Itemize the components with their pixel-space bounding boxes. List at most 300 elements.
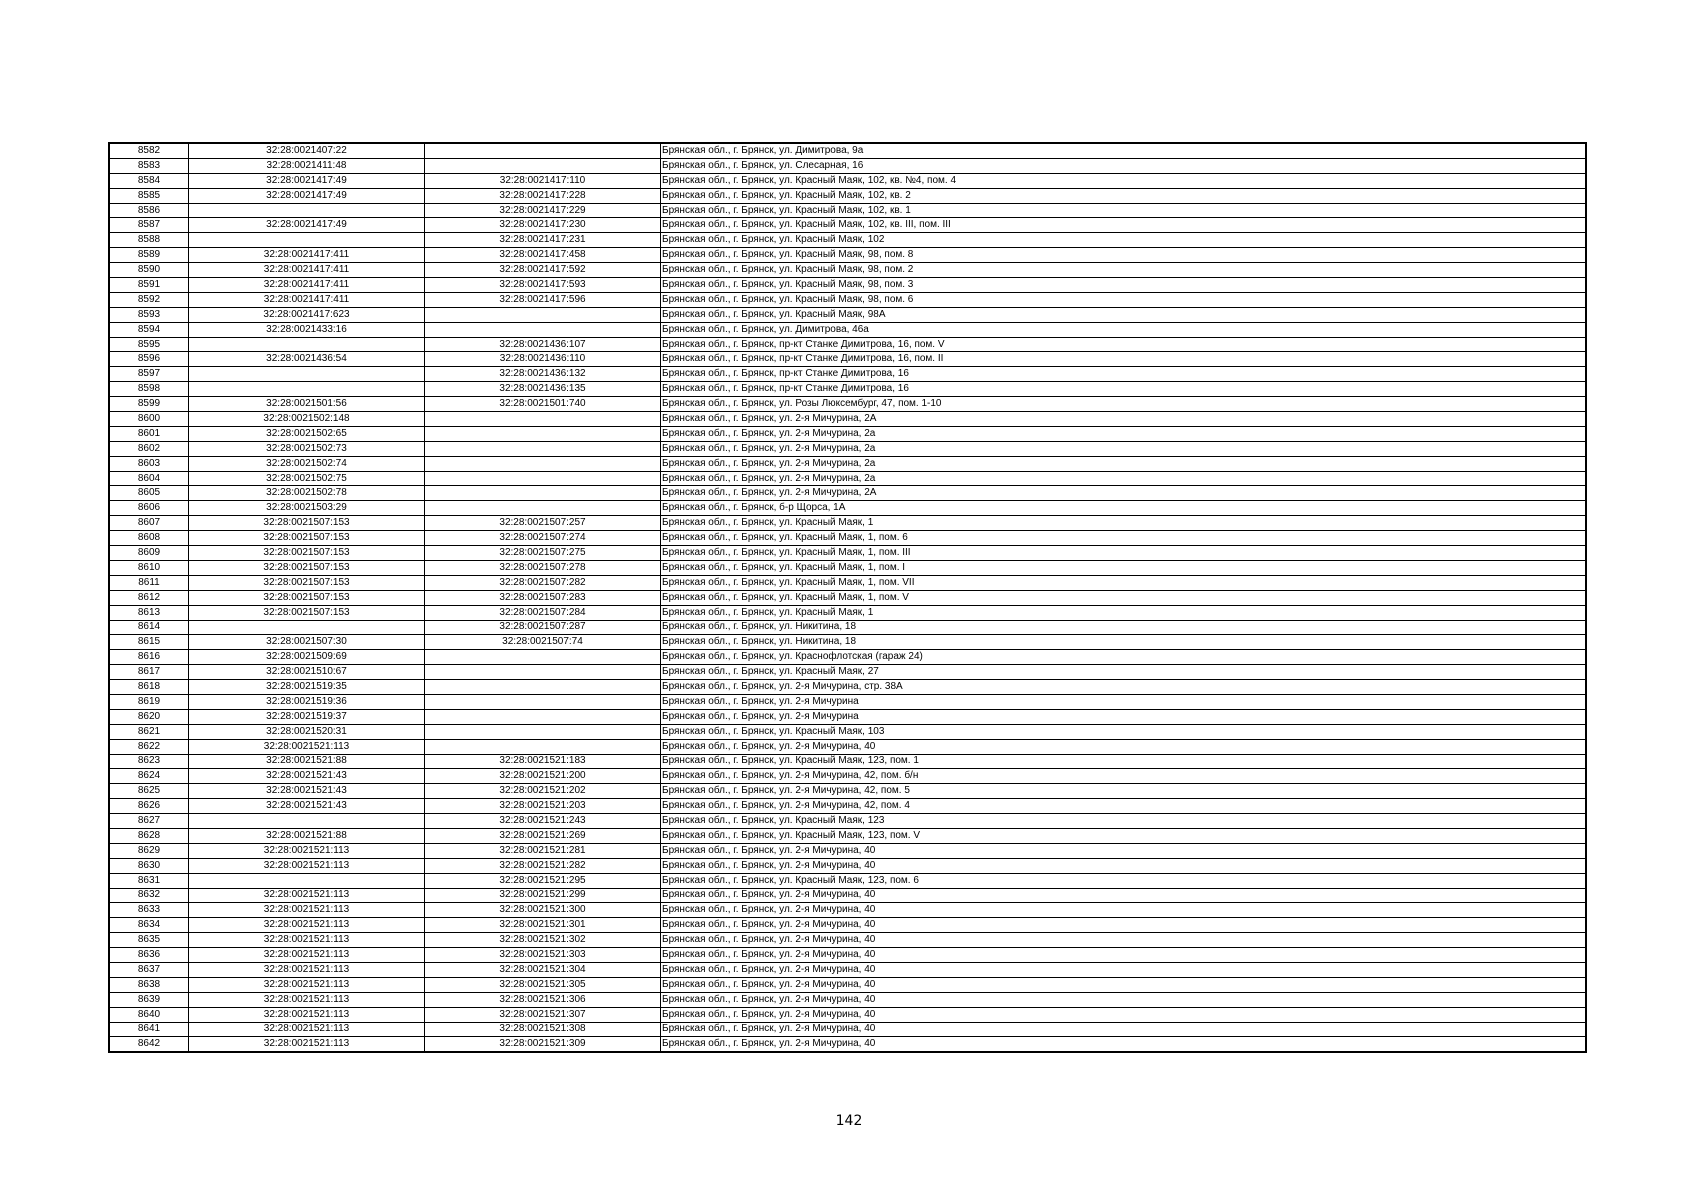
land-plot-cadastral-cell: 32:28:0021521:113 <box>189 903 425 918</box>
land-plot-cadastral-cell: 32:28:0021507:153 <box>189 575 425 590</box>
land-plot-cadastral-cell: 32:28:0021521:113 <box>189 1007 425 1022</box>
registry-table <box>109 143 1586 1052</box>
table-row <box>110 1037 1586 1052</box>
address-cell: Брянская обл., г. Брянск, ул. 2-я Мичурина, 2а <box>661 426 1586 441</box>
address-cell: Брянская обл., г. Брянск, ул. 2-я Мичурина, 2а <box>661 471 1586 486</box>
address-cell: Брянская обл., г. Брянск, ул. 2-я Мичурина, стр. 38А <box>661 680 1586 695</box>
table-row <box>110 233 1586 248</box>
row-number-cell: 8626 <box>110 799 189 814</box>
row-number-cell: 8599 <box>110 397 189 412</box>
object-cadastral-cell: 32:28:0021507:287 <box>425 620 661 635</box>
row-number-cell: 8606 <box>110 501 189 516</box>
row-number-cell: 8607 <box>110 516 189 531</box>
address-cell: Брянская обл., г. Брянск, ул. Красный Маяк, 1, пом. I <box>661 560 1586 575</box>
table-row <box>110 620 1586 635</box>
row-number-cell: 8601 <box>110 426 189 441</box>
land-plot-cadastral-cell: 32:28:0021521:113 <box>189 739 425 754</box>
table-row <box>110 516 1586 531</box>
address-cell: Брянская обл., г. Брянск, ул. 2-я Мичурина <box>661 694 1586 709</box>
row-number-cell: 8586 <box>110 203 189 218</box>
address-cell: Брянская обл., г. Брянск, ул. 2-я Мичурина, 40 <box>661 739 1586 754</box>
object-cadastral-cell: 32:28:0021521:306 <box>425 992 661 1007</box>
land-plot-cadastral-cell: 32:28:0021417:49 <box>189 188 425 203</box>
land-plot-cadastral-cell <box>189 233 425 248</box>
row-number-cell: 8621 <box>110 724 189 739</box>
address-cell: Брянская обл., г. Брянск, ул. Красный Маяк, 1 <box>661 516 1586 531</box>
address-cell: Брянская обл., г. Брянск, ул. 2-я Мичурина, 2а <box>661 441 1586 456</box>
table-row <box>110 337 1586 352</box>
table-row <box>110 560 1586 575</box>
address-cell: Брянская обл., г. Брянск, ул. 2-я Мичурина, 40 <box>661 858 1586 873</box>
row-number-cell: 8585 <box>110 188 189 203</box>
land-plot-cadastral-cell: 32:28:0021521:113 <box>189 933 425 948</box>
table-row <box>110 948 1586 963</box>
address-cell: Брянская обл., г. Брянск, ул. 2-я Мичурина, 40 <box>661 1037 1586 1052</box>
row-number-cell: 8609 <box>110 546 189 561</box>
object-cadastral-cell <box>425 412 661 427</box>
address-cell: Брянская обл., г. Брянск, ул. 2-я Мичурина, 40 <box>661 977 1586 992</box>
address-cell: Брянская обл., г. Брянск, пр-кт Станке Димитрова, 16 <box>661 382 1586 397</box>
address-cell: Брянская обл., г. Брянск, ул. Краснофлотская (гараж 24) <box>661 650 1586 665</box>
object-cadastral-cell <box>425 665 661 680</box>
table-row <box>110 888 1586 903</box>
address-cell: Брянская обл., г. Брянск, ул. Красный Маяк, 123, пом. 6 <box>661 873 1586 888</box>
address-cell: Брянская обл., г. Брянск, ул. Красный Маяк, 27 <box>661 665 1586 680</box>
land-plot-cadastral-cell: 32:28:0021411:48 <box>189 158 425 173</box>
row-number-cell: 8582 <box>110 144 189 159</box>
land-plot-cadastral-cell <box>189 620 425 635</box>
table-row <box>110 248 1586 263</box>
land-plot-cadastral-cell: 32:28:0021417:411 <box>189 278 425 293</box>
address-cell: Брянская обл., г. Брянск, ул. 2-я Мичурина, 40 <box>661 1022 1586 1037</box>
table-row <box>110 754 1586 769</box>
row-number-cell: 8612 <box>110 590 189 605</box>
address-cell: Брянская обл., г. Брянск, ул. Красный Маяк, 123 <box>661 814 1586 829</box>
row-number-cell: 8620 <box>110 709 189 724</box>
land-plot-cadastral-cell: 32:28:0021502:74 <box>189 456 425 471</box>
table-row <box>110 158 1586 173</box>
land-plot-cadastral-cell: 32:28:0021521:113 <box>189 977 425 992</box>
table-row <box>110 799 1586 814</box>
land-plot-cadastral-cell: 32:28:0021407:22 <box>189 144 425 159</box>
object-cadastral-cell: 32:28:0021507:257 <box>425 516 661 531</box>
address-cell: Брянская обл., г. Брянск, ул. Красный Маяк, 123, пом. V <box>661 828 1586 843</box>
address-cell: Брянская обл., г. Брянск, ул. Красный Маяк, 103 <box>661 724 1586 739</box>
land-plot-cadastral-cell: 32:28:0021519:37 <box>189 709 425 724</box>
land-plot-cadastral-cell: 32:28:0021417:411 <box>189 248 425 263</box>
table-row <box>110 263 1586 278</box>
object-cadastral-cell: 32:28:0021417:231 <box>425 233 661 248</box>
row-number-cell: 8602 <box>110 441 189 456</box>
object-cadastral-cell <box>425 650 661 665</box>
table-row <box>110 680 1586 695</box>
address-cell: Брянская обл., г. Брянск, ул. Красный Маяк, 1, пом. III <box>661 546 1586 561</box>
address-cell: Брянская обл., г. Брянск, ул. Красный Маяк, 98А <box>661 307 1586 322</box>
address-cell: Брянская обл., г. Брянск, ул. 2-я Мичурина, 40 <box>661 962 1586 977</box>
object-cadastral-cell <box>425 456 661 471</box>
land-plot-cadastral-cell: 32:28:0021501:56 <box>189 397 425 412</box>
object-cadastral-cell: 32:28:0021521:304 <box>425 962 661 977</box>
row-number-cell: 8642 <box>110 1037 189 1052</box>
table-row <box>110 486 1586 501</box>
table-row <box>110 694 1586 709</box>
address-cell: Брянская обл., г. Брянск, пр-кт Станке Димитрова, 16, пом. II <box>661 352 1586 367</box>
table-row <box>110 1022 1586 1037</box>
address-cell: Брянская обл., г. Брянск, ул. Красный Маяк, 1 <box>661 605 1586 620</box>
object-cadastral-cell <box>425 724 661 739</box>
object-cadastral-cell: 32:28:0021436:107 <box>425 337 661 352</box>
address-cell: Брянская обл., г. Брянск, ул. Слесарная, 16 <box>661 158 1586 173</box>
object-cadastral-cell: 32:28:0021521:307 <box>425 1007 661 1022</box>
object-cadastral-cell: 32:28:0021507:283 <box>425 590 661 605</box>
object-cadastral-cell: 32:28:0021417:593 <box>425 278 661 293</box>
address-cell: Брянская обл., г. Брянск, ул. 2-я Мичурина, 40 <box>661 918 1586 933</box>
table-row <box>110 590 1586 605</box>
land-plot-cadastral-cell: 32:28:0021521:113 <box>189 948 425 963</box>
object-cadastral-cell: 32:28:0021521:300 <box>425 903 661 918</box>
land-plot-cadastral-cell: 32:28:0021417:411 <box>189 263 425 278</box>
table-row <box>110 1007 1586 1022</box>
table-row <box>110 665 1586 680</box>
table-row <box>110 278 1586 293</box>
address-cell: Брянская обл., г. Брянск, пр-кт Станке Димитрова, 16, пом. V <box>661 337 1586 352</box>
row-number-cell: 8605 <box>110 486 189 501</box>
table-row <box>110 814 1586 829</box>
row-number-cell: 8610 <box>110 560 189 575</box>
land-plot-cadastral-cell: 32:28:0021433:16 <box>189 322 425 337</box>
land-plot-cadastral-cell: 32:28:0021417:49 <box>189 173 425 188</box>
land-plot-cadastral-cell: 32:28:0021521:113 <box>189 858 425 873</box>
table-row <box>110 605 1586 620</box>
address-cell: Брянская обл., г. Брянск, ул. Красный Маяк, 102, кв. 2 <box>661 188 1586 203</box>
address-cell: Брянская обл., г. Брянск, ул. 2-я Мичурина, 2А <box>661 486 1586 501</box>
land-plot-cadastral-cell <box>189 367 425 382</box>
object-cadastral-cell: 32:28:0021501:740 <box>425 397 661 412</box>
row-number-cell: 8608 <box>110 531 189 546</box>
row-number-cell: 8633 <box>110 903 189 918</box>
row-number-cell: 8619 <box>110 694 189 709</box>
object-cadastral-cell: 32:28:0021521:202 <box>425 784 661 799</box>
object-cadastral-cell: 32:28:0021436:132 <box>425 367 661 382</box>
land-plot-cadastral-cell: 32:28:0021417:623 <box>189 307 425 322</box>
object-cadastral-cell <box>425 680 661 695</box>
address-cell: Брянская обл., г. Брянск, ул. 2-я Мичурина, 40 <box>661 933 1586 948</box>
table-row <box>110 739 1586 754</box>
row-number-cell: 8625 <box>110 784 189 799</box>
land-plot-cadastral-cell: 32:28:0021521:113 <box>189 843 425 858</box>
object-cadastral-cell: 32:28:0021521:203 <box>425 799 661 814</box>
table-row <box>110 501 1586 516</box>
row-number-cell: 8618 <box>110 680 189 695</box>
row-number-cell: 8634 <box>110 918 189 933</box>
address-cell: Брянская обл., г. Брянск, ул. 2-я Мичурина, 40 <box>661 888 1586 903</box>
row-number-cell: 8597 <box>110 367 189 382</box>
row-number-cell: 8638 <box>110 977 189 992</box>
table-row <box>110 412 1586 427</box>
land-plot-cadastral-cell: 32:28:0021521:113 <box>189 962 425 977</box>
table-row <box>110 709 1586 724</box>
object-cadastral-cell: 32:28:0021521:243 <box>425 814 661 829</box>
land-plot-cadastral-cell: 32:28:0021521:113 <box>189 992 425 1007</box>
object-cadastral-cell: 32:28:0021507:282 <box>425 575 661 590</box>
table-row <box>110 441 1586 456</box>
land-plot-cadastral-cell: 32:28:0021507:153 <box>189 546 425 561</box>
object-cadastral-cell: 32:28:0021521:309 <box>425 1037 661 1052</box>
land-plot-cadastral-cell: 32:28:0021502:75 <box>189 471 425 486</box>
object-cadastral-cell: 32:28:0021521:200 <box>425 769 661 784</box>
land-plot-cadastral-cell: 32:28:0021417:49 <box>189 218 425 233</box>
object-cadastral-cell: 32:28:0021417:458 <box>425 248 661 263</box>
row-number-cell: 8587 <box>110 218 189 233</box>
table-row <box>110 352 1586 367</box>
row-number-cell: 8636 <box>110 948 189 963</box>
table-row <box>110 397 1586 412</box>
object-cadastral-cell: 32:28:0021417:596 <box>425 292 661 307</box>
row-number-cell: 8596 <box>110 352 189 367</box>
object-cadastral-cell <box>425 158 661 173</box>
row-number-cell: 8590 <box>110 263 189 278</box>
land-plot-cadastral-cell: 32:28:0021507:153 <box>189 531 425 546</box>
object-cadastral-cell: 32:28:0021417:592 <box>425 263 661 278</box>
address-cell: Брянская обл., г. Брянск, ул. 2-я Мичурина, 40 <box>661 948 1586 963</box>
row-number-cell: 8603 <box>110 456 189 471</box>
address-cell: Брянская обл., г. Брянск, ул. 2-я Мичурина, 2а <box>661 456 1586 471</box>
table-row <box>110 322 1586 337</box>
object-cadastral-cell: 32:28:0021521:303 <box>425 948 661 963</box>
address-cell: Брянская обл., г. Брянск, ул. 2-я Мичурина, 42, пом. б/н <box>661 769 1586 784</box>
row-number-cell: 8591 <box>110 278 189 293</box>
address-cell: Брянская обл., г. Брянск, ул. 2-я Мичурина, 42, пом. 4 <box>661 799 1586 814</box>
object-cadastral-cell: 32:28:0021521:295 <box>425 873 661 888</box>
object-cadastral-cell: 32:28:0021507:278 <box>425 560 661 575</box>
address-cell: Брянская обл., г. Брянск, ул. 2-я Мичурина, 40 <box>661 1007 1586 1022</box>
land-plot-cadastral-cell: 32:28:0021521:88 <box>189 828 425 843</box>
land-plot-cadastral-cell: 32:28:0021507:153 <box>189 560 425 575</box>
address-cell: Брянская обл., г. Брянск, ул. Красный Маяк, 123, пом. 1 <box>661 754 1586 769</box>
row-number-cell: 8641 <box>110 1022 189 1037</box>
row-number-cell: 8640 <box>110 1007 189 1022</box>
table-row <box>110 531 1586 546</box>
row-number-cell: 8627 <box>110 814 189 829</box>
row-number-cell: 8600 <box>110 412 189 427</box>
object-cadastral-cell: 32:28:0021521:299 <box>425 888 661 903</box>
address-cell: Брянская обл., г. Брянск, ул. Димитрова, 9а <box>661 144 1586 159</box>
land-plot-cadastral-cell: 32:28:0021502:65 <box>189 426 425 441</box>
address-cell: Брянская обл., г. Брянск, ул. Никитина, 18 <box>661 635 1586 650</box>
land-plot-cadastral-cell: 32:28:0021519:35 <box>189 680 425 695</box>
address-cell: Брянская обл., г. Брянск, ул. Красный Маяк, 1, пом. V <box>661 590 1586 605</box>
object-cadastral-cell <box>425 486 661 501</box>
address-cell: Брянская обл., г. Брянск, ул. Красный Маяк, 1, пом. 6 <box>661 531 1586 546</box>
object-cadastral-cell: 32:28:0021521:301 <box>425 918 661 933</box>
row-number-cell: 8632 <box>110 888 189 903</box>
row-number-cell: 8617 <box>110 665 189 680</box>
object-cadastral-cell: 32:28:0021521:302 <box>425 933 661 948</box>
land-plot-cadastral-cell: 32:28:0021503:29 <box>189 501 425 516</box>
object-cadastral-cell: 32:28:0021521:282 <box>425 858 661 873</box>
table-row <box>110 292 1586 307</box>
table-row <box>110 382 1586 397</box>
table-row <box>110 918 1586 933</box>
object-cadastral-cell <box>425 426 661 441</box>
row-number-cell: 8598 <box>110 382 189 397</box>
table-row <box>110 456 1586 471</box>
object-cadastral-cell: 32:28:0021521:183 <box>425 754 661 769</box>
land-plot-cadastral-cell: 32:28:0021521:113 <box>189 1037 425 1052</box>
land-plot-cadastral-cell: 32:28:0021510:67 <box>189 665 425 680</box>
object-cadastral-cell: 32:28:0021521:269 <box>425 828 661 843</box>
table-row <box>110 769 1586 784</box>
object-cadastral-cell: 32:28:0021521:281 <box>425 843 661 858</box>
row-number-cell: 8630 <box>110 858 189 873</box>
address-cell: Брянская обл., г. Брянск, ул. Красный Маяк, 102, кв. III, пом. III <box>661 218 1586 233</box>
address-cell: Брянская обл., г. Брянск, ул. Красный Маяк, 1, пом. VII <box>661 575 1586 590</box>
land-plot-cadastral-cell: 32:28:0021502:78 <box>189 486 425 501</box>
row-number-cell: 8584 <box>110 173 189 188</box>
table-row <box>110 977 1586 992</box>
object-cadastral-cell: 32:28:0021507:274 <box>425 531 661 546</box>
page-number: 142 <box>835 1113 863 1129</box>
land-plot-cadastral-cell <box>189 382 425 397</box>
land-plot-cadastral-cell: 32:28:0021521:88 <box>189 754 425 769</box>
table-row <box>110 218 1586 233</box>
table-row <box>110 426 1586 441</box>
table-row <box>110 933 1586 948</box>
table-row <box>110 546 1586 561</box>
row-number-cell: 8594 <box>110 322 189 337</box>
table-row <box>110 188 1586 203</box>
table-row <box>110 828 1586 843</box>
table-row <box>110 962 1586 977</box>
table-row <box>110 471 1586 486</box>
object-cadastral-cell <box>425 694 661 709</box>
table-row <box>110 144 1586 159</box>
address-cell: Брянская обл., г. Брянск, ул. 2-я Мичурина, 40 <box>661 903 1586 918</box>
address-cell: Брянская обл., г. Брянск, ул. 2-я Мичурина, 42, пом. 5 <box>661 784 1586 799</box>
address-cell: Брянская обл., г. Брянск, ул. Никитина, 18 <box>661 620 1586 635</box>
address-cell: Брянская обл., г. Брянск, ул. Красный Маяк, 98, пом. 6 <box>661 292 1586 307</box>
land-plot-cadastral-cell: 32:28:0021507:153 <box>189 516 425 531</box>
address-cell: Брянская обл., г. Брянск, ул. 2-я Мичурина <box>661 709 1586 724</box>
address-cell: Брянская обл., г. Брянск, ул. Красный Маяк, 98, пом. 3 <box>661 278 1586 293</box>
object-cadastral-cell <box>425 709 661 724</box>
object-cadastral-cell <box>425 322 661 337</box>
land-plot-cadastral-cell: 32:28:0021521:113 <box>189 888 425 903</box>
table-row <box>110 873 1586 888</box>
row-number-cell: 8622 <box>110 739 189 754</box>
table-row <box>110 575 1586 590</box>
table-row <box>110 903 1586 918</box>
row-number-cell: 8613 <box>110 605 189 620</box>
object-cadastral-cell <box>425 307 661 322</box>
row-number-cell: 8604 <box>110 471 189 486</box>
row-number-cell: 8637 <box>110 962 189 977</box>
object-cadastral-cell: 32:28:0021417:110 <box>425 173 661 188</box>
table-row <box>110 858 1586 873</box>
land-plot-cadastral-cell: 32:28:0021521:113 <box>189 1022 425 1037</box>
row-number-cell: 8623 <box>110 754 189 769</box>
object-cadastral-cell: 32:28:0021521:305 <box>425 977 661 992</box>
row-number-cell: 8631 <box>110 873 189 888</box>
object-cadastral-cell <box>425 501 661 516</box>
object-cadastral-cell <box>425 471 661 486</box>
object-cadastral-cell <box>425 739 661 754</box>
land-plot-cadastral-cell: 32:28:0021509:69 <box>189 650 425 665</box>
row-number-cell: 8635 <box>110 933 189 948</box>
land-plot-cadastral-cell <box>189 203 425 218</box>
object-cadastral-cell: 32:28:0021436:135 <box>425 382 661 397</box>
object-cadastral-cell: 32:28:0021417:228 <box>425 188 661 203</box>
land-plot-cadastral-cell: 32:28:0021507:153 <box>189 605 425 620</box>
address-cell: Брянская обл., г. Брянск, ул. 2-я Мичурина, 2А <box>661 412 1586 427</box>
row-number-cell: 8629 <box>110 843 189 858</box>
table-row <box>110 307 1586 322</box>
row-number-cell: 8616 <box>110 650 189 665</box>
row-number-cell: 8628 <box>110 828 189 843</box>
address-cell: Брянская обл., г. Брянск, ул. Димитрова, 46а <box>661 322 1586 337</box>
address-cell: Брянская обл., г. Брянск, ул. 2-я Мичурина, 40 <box>661 992 1586 1007</box>
land-plot-cadastral-cell: 32:28:0021417:411 <box>189 292 425 307</box>
address-cell: Брянская обл., г. Брянск, пр-кт Станке Димитрова, 16 <box>661 367 1586 382</box>
row-number-cell: 8583 <box>110 158 189 173</box>
table-row <box>110 650 1586 665</box>
object-cadastral-cell: 32:28:0021507:275 <box>425 546 661 561</box>
address-cell: Брянская обл., г. Брянск, б-р Щорса, 1А <box>661 501 1586 516</box>
land-plot-cadastral-cell: 32:28:0021502:148 <box>189 412 425 427</box>
land-plot-cadastral-cell <box>189 337 425 352</box>
row-number-cell: 8588 <box>110 233 189 248</box>
land-plot-cadastral-cell: 32:28:0021521:113 <box>189 918 425 933</box>
table-row <box>110 843 1586 858</box>
object-cadastral-cell: 32:28:0021521:308 <box>425 1022 661 1037</box>
row-number-cell: 8592 <box>110 292 189 307</box>
land-plot-cadastral-cell: 32:28:0021520:31 <box>189 724 425 739</box>
row-number-cell: 8615 <box>110 635 189 650</box>
land-plot-cadastral-cell <box>189 814 425 829</box>
row-number-cell: 8593 <box>110 307 189 322</box>
address-cell: Брянская обл., г. Брянск, ул. Красный Маяк, 98, пом. 8 <box>661 248 1586 263</box>
table-row <box>110 173 1586 188</box>
row-number-cell: 8611 <box>110 575 189 590</box>
table-row <box>110 203 1586 218</box>
land-plot-cadastral-cell: 32:28:0021519:36 <box>189 694 425 709</box>
table-row <box>110 635 1586 650</box>
object-cadastral-cell <box>425 144 661 159</box>
row-number-cell: 8614 <box>110 620 189 635</box>
land-plot-cadastral-cell: 32:28:0021436:54 <box>189 352 425 367</box>
table-row <box>110 724 1586 739</box>
land-plot-cadastral-cell: 32:28:0021521:43 <box>189 784 425 799</box>
row-number-cell: 8639 <box>110 992 189 1007</box>
table-row <box>110 992 1586 1007</box>
land-plot-cadastral-cell: 32:28:0021521:43 <box>189 769 425 784</box>
table-row <box>110 367 1586 382</box>
row-number-cell: 8624 <box>110 769 189 784</box>
object-cadastral-cell: 32:28:0021507:74 <box>425 635 661 650</box>
address-cell: Брянская обл., г. Брянск, ул. Красный Маяк, 102 <box>661 233 1586 248</box>
table-row <box>110 784 1586 799</box>
registry-table-body <box>110 144 1586 1052</box>
object-cadastral-cell <box>425 441 661 456</box>
land-plot-cadastral-cell: 32:28:0021507:30 <box>189 635 425 650</box>
address-cell: Брянская обл., г. Брянск, ул. Красный Маяк, 102, кв. №4, пом. 4 <box>661 173 1586 188</box>
object-cadastral-cell: 32:28:0021436:110 <box>425 352 661 367</box>
object-cadastral-cell: 32:28:0021507:284 <box>425 605 661 620</box>
object-cadastral-cell: 32:28:0021417:229 <box>425 203 661 218</box>
land-plot-cadastral-cell: 32:28:0021502:73 <box>189 441 425 456</box>
land-plot-cadastral-cell <box>189 873 425 888</box>
address-cell: Брянская обл., г. Брянск, ул. Красный Маяк, 98, пом. 2 <box>661 263 1586 278</box>
